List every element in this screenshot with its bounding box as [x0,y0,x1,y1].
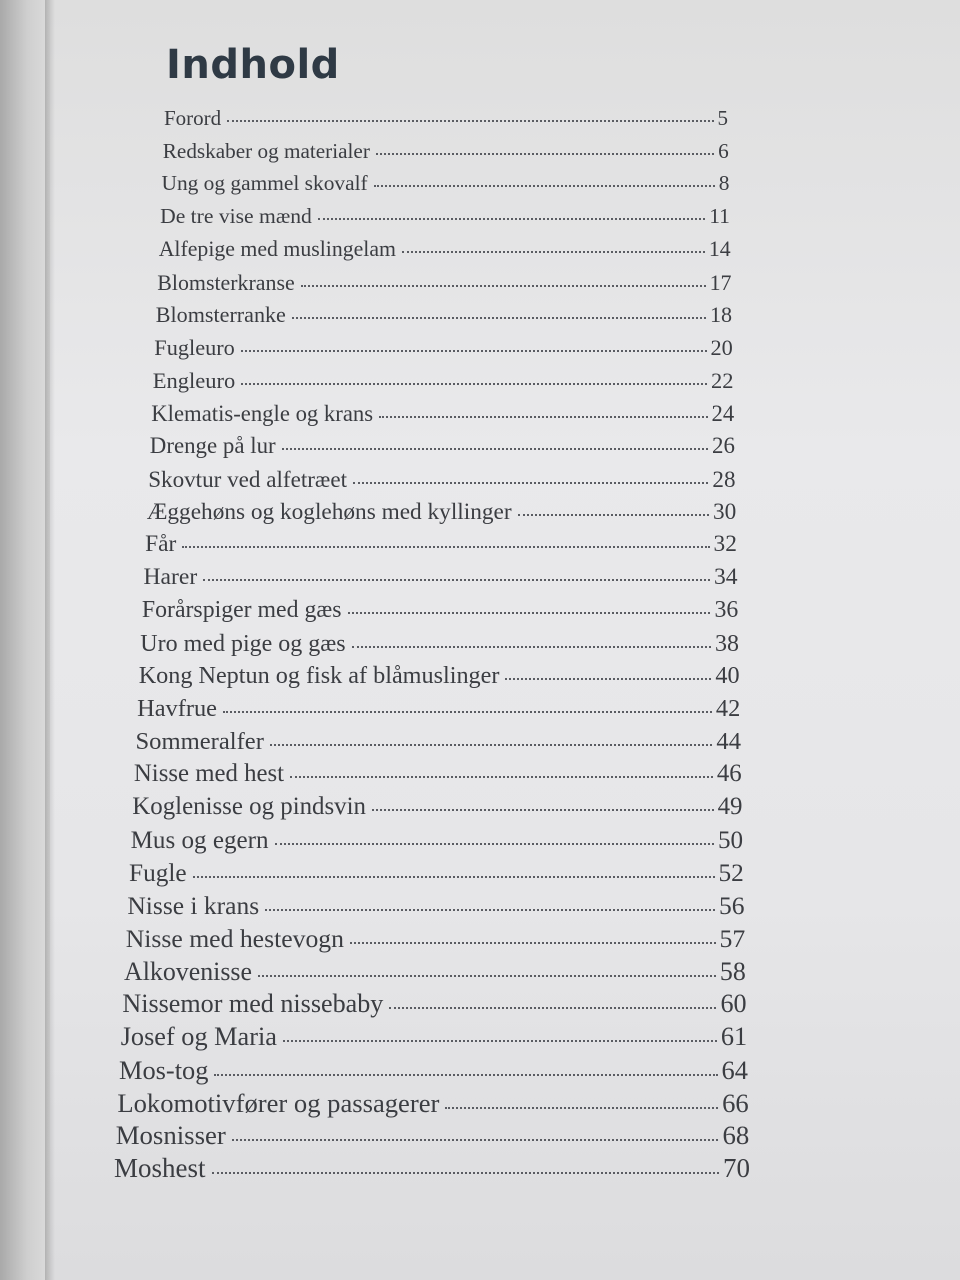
toc-entry-title: Sommeralfer [135,727,264,755]
toc-entry-page-number: 34 [714,564,738,591]
dot-leader [372,809,714,811]
dot-leader [318,218,705,220]
toc-entry-page-number: 22 [710,367,734,393]
dot-leader [182,546,709,548]
toc-entry [124,956,746,986]
dot-leader [374,185,715,187]
toc-entry [140,632,739,656]
toc-entry-title: Nissemor med nissebaby [122,989,384,1019]
toc-entry-title: Mosnisser [115,1120,226,1151]
toc-entry [164,108,728,129]
toc-entry [126,926,746,952]
dot-leader [227,120,713,122]
toc-entry-title: Engleuro [152,367,236,393]
toc-entry-title: Havfrue [137,694,217,722]
toc-entry [156,304,732,326]
toc-entry-page-number: 11 [709,204,730,229]
toc-entry-page-number: 60 [720,989,747,1019]
toc-entry-title: Lokomotivfører og passagerer [117,1087,440,1118]
dot-leader [265,909,715,911]
toc-entry [148,465,736,492]
dot-leader [350,942,716,944]
toc-entry-title: Nisse med hestevogn [125,924,344,953]
dot-leader [505,678,711,680]
toc-entry-title: Uro med pige og gæs [140,630,346,657]
toc-entry [162,173,730,194]
toc-entry-page-number: 61 [720,1022,748,1052]
dot-leader [223,711,712,713]
toc-entry-title: Alfepige med muslingelam [158,236,396,261]
toc-entry-title: Klematis-engle og krans [151,400,374,426]
dot-leader [232,1139,719,1141]
toc-entry-page-number: 66 [722,1087,749,1118]
toc-entry-page-number: 68 [722,1120,750,1151]
toc-entry-title: Ung og gammel skovalf [161,171,368,196]
toc-entry-title: Mos-tog [119,1054,209,1085]
dot-leader [241,383,707,385]
toc-entry [154,337,733,359]
toc-entry [119,1054,748,1085]
dot-leader [348,612,711,614]
toc-entry-title: Koglenisse og pindsvin [132,793,366,821]
toc-entry-page-number: 17 [709,269,732,295]
toc-entry-title: Mus og egern [130,826,269,854]
dot-leader [301,285,706,287]
toc-entry-title: Blomsterranke [155,302,286,328]
toc-entry-page-number: 32 [713,531,737,558]
dot-leader [445,1107,718,1109]
toc-entry-page-number: 57 [719,924,746,953]
toc-entry-page-number: 38 [714,630,739,657]
toc-entry [157,269,732,295]
toc-entry [135,727,742,755]
toc-entry-page-number: 50 [718,826,744,854]
dot-leader [282,448,708,450]
page-title: Indhold [166,42,340,88]
dot-leader [212,1172,719,1174]
toc-entry-title: Harer [143,564,198,591]
toc-entry [137,694,741,722]
dot-leader [241,350,707,352]
toc-entry-page-number: 26 [712,433,735,459]
toc-entry [146,498,737,525]
toc-entry [158,236,731,261]
toc-entry [145,533,737,556]
toc-entry-page-number: 70 [723,1153,750,1183]
dot-leader [518,514,709,516]
toc-entry [114,1155,750,1182]
dot-leader [270,744,713,746]
toc-entry-page-number: 52 [718,858,744,887]
toc-entry-page-number: 24 [711,400,735,426]
toc-entry-page-number: 49 [717,793,743,821]
toc-entry [139,664,740,688]
toc-entry-title: Forårspiger med gæs [141,596,342,623]
toc-entry-title: Blomsterkranse [157,269,295,295]
dot-leader [379,416,707,418]
toc-entry-title: Får [145,531,177,558]
dot-leader [376,153,714,155]
toc-entry [131,828,744,853]
toc-entry-page-number: 14 [708,236,731,261]
toc-entry-title: Nisse i krans [127,891,260,921]
toc-entry [117,1087,749,1118]
dot-leader [290,776,713,778]
toc-entry-page-number: 46 [716,760,742,788]
dot-leader [275,843,714,845]
dot-leader [214,1074,717,1076]
toc-entry-title: Skovtur ved alfetræet [148,465,347,492]
toc-entry-title: Redskaber og materialer [162,138,370,163]
toc-entry-title: Forord [164,106,222,130]
dot-leader [193,876,715,878]
book-spine-edge [0,0,50,1280]
toc-entry-page-number: 40 [715,662,740,690]
toc-entry [162,138,729,163]
toc-entry [129,858,744,887]
toc-entry-title: Alkovenisse [124,956,252,986]
toc-entry-page-number: 36 [714,596,739,623]
toc-entry-page-number: 30 [712,498,737,525]
dot-leader [292,317,706,319]
toc-entry-title: Drenge på lur [149,433,276,459]
toc-entry [151,400,735,426]
toc-entry-page-number: 6 [718,138,729,163]
dot-leader [352,646,711,648]
toc-entry-title: Josef og Maria [120,1022,277,1052]
toc-entry-page-number: 8 [718,171,730,196]
toc-entry-page-number: 44 [716,727,741,755]
toc-entry [132,795,742,820]
toc-entry [141,596,739,623]
toc-entry-title: Æggehøns og koglehøns med kyllinger [146,498,512,525]
toc-entry-page-number: 56 [718,891,745,921]
toc-entry [127,893,744,919]
toc-entry-title: Fugleuro [154,335,235,360]
toc-entry-page-number: 42 [715,694,741,722]
toc-entry [122,991,746,1017]
dot-leader [203,579,710,581]
toc-entry [116,1122,750,1149]
toc-entry-title: Moshest [114,1153,206,1183]
dot-leader [353,482,708,484]
toc-entry-title: Kong Neptun og fisk af blåmuslinger [138,662,500,690]
dot-leader [389,1007,716,1009]
toc-entry-page-number: 5 [717,106,728,130]
toc-entry [150,435,735,458]
toc-entry-page-number: 28 [712,465,736,492]
toc-entry [144,566,738,590]
page-gutter-shadow [45,0,55,1280]
toc-entry-title: Nisse med hest [133,760,285,788]
toc-entry [134,762,742,787]
dot-leader [402,251,705,253]
toc-entry [152,367,734,393]
dot-leader [258,975,716,977]
toc-entry-page-number: 18 [710,302,733,328]
toc-entry [160,206,730,228]
toc-entry-page-number: 58 [719,956,746,986]
toc-entry-title: De tre vise mænd [160,204,312,229]
dot-leader [283,1040,717,1042]
toc-entry-page-number: 20 [710,335,733,360]
toc-entry-title: Fugle [129,858,187,887]
toc-entry [121,1024,748,1050]
toc-entry-page-number: 64 [721,1054,748,1085]
